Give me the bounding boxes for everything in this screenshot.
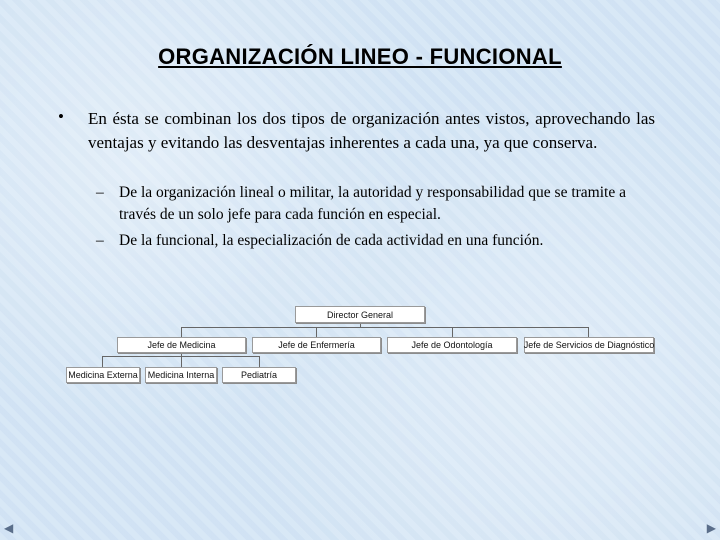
org-node-level2: Pediatría	[222, 367, 296, 383]
org-node-level2: Medicina Externa	[66, 367, 140, 383]
org-node-level2: Medicina Interna	[145, 367, 217, 383]
bullet-text: En ésta se combinan los dos tipos de organización antes vistos, aprovechando las ventajas y evitando las desventajas inherentes a cada una, ya que conserva.	[88, 109, 655, 152]
sub-bullet-text: De la organización lineal o militar, la autoridad y responsabilidad que se tramite a través de un solo jefe para cada función en especial.	[119, 184, 626, 223]
connector-line	[181, 356, 182, 367]
connector-line	[316, 327, 317, 337]
connector-line	[588, 327, 589, 337]
org-node-level1: Jefe de Odontología	[387, 337, 517, 353]
connector-line	[259, 356, 260, 367]
triangle-left-icon[interactable]: ◀	[4, 521, 14, 535]
org-node-level1: Jefe de Servicios de Diagnóstico	[524, 337, 654, 353]
connector-line	[181, 327, 182, 337]
sub-bullet-text: De la funcional, la especialización de cada actividad en una función.	[119, 232, 544, 249]
org-node-level1: Jefe de Medicina	[117, 337, 246, 353]
slide-title: ORGANIZACIÓN LINEO - FUNCIONAL	[158, 44, 562, 69]
connector-line	[102, 356, 103, 367]
connector-line	[452, 327, 453, 337]
bullet-mark: •	[58, 107, 64, 126]
connector-line	[181, 352, 182, 357]
sub-bullet-dash: –	[96, 184, 104, 201]
connector-line	[360, 323, 361, 328]
connector-line	[181, 327, 589, 328]
triangle-right-icon[interactable]: ▶	[706, 521, 716, 535]
connector-line	[102, 356, 260, 357]
org-node-level1: Jefe de Enfermería	[252, 337, 381, 353]
org-node-root: Director General	[295, 306, 425, 323]
sub-bullet-dash: –	[96, 232, 104, 249]
